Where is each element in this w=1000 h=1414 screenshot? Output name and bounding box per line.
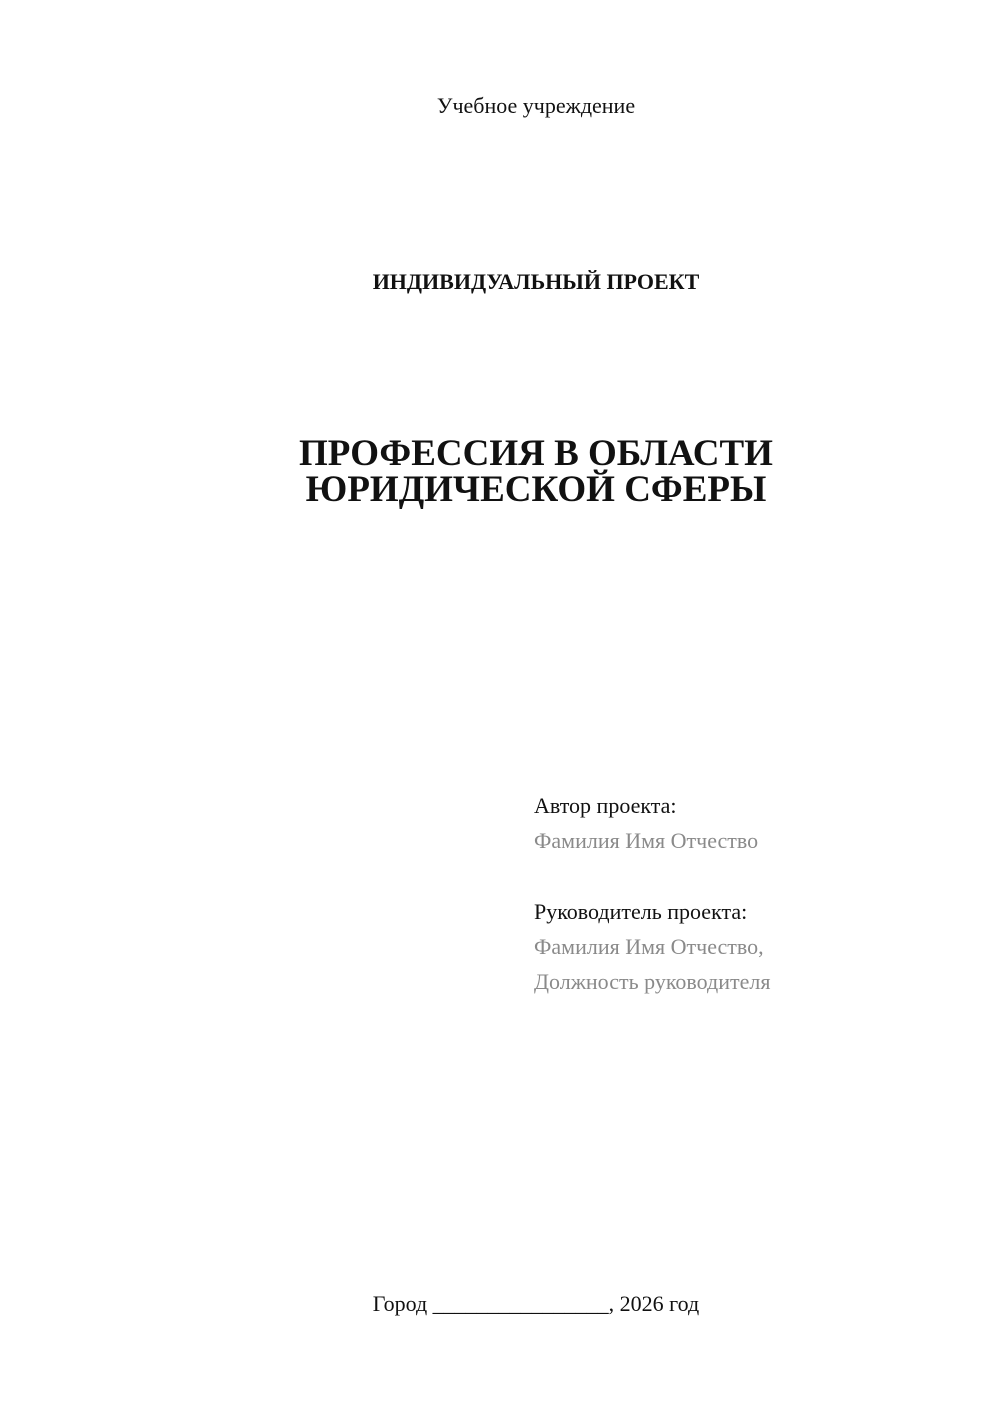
supervisor-label: Руководитель проекта: xyxy=(534,899,748,924)
credits-block xyxy=(534,788,974,999)
project-type-heading: ИНДИВИДУАЛЬНЫЙ ПРОЕКТ xyxy=(372,269,700,294)
project-title-line-2: ЮРИДИЧЕСКОЙ СФЕРЫ xyxy=(305,469,767,510)
project-title-line-1: ПРОФЕССИЯ В ОБЛАСТИ xyxy=(299,433,773,474)
author-label: Автор проекта: xyxy=(534,793,677,818)
project-title xyxy=(0,433,1000,510)
author-name: Фамилия Имя Отчество xyxy=(534,828,759,853)
supervisor-name: Фамилия Имя Отчество, xyxy=(534,934,764,959)
institution-name: Учебное учреждение xyxy=(436,93,636,118)
city-year-line: Город ________________, 2026 год xyxy=(372,1291,700,1316)
credits-spacer xyxy=(534,858,974,894)
supervisor-position: Должность руководителя xyxy=(534,969,771,994)
